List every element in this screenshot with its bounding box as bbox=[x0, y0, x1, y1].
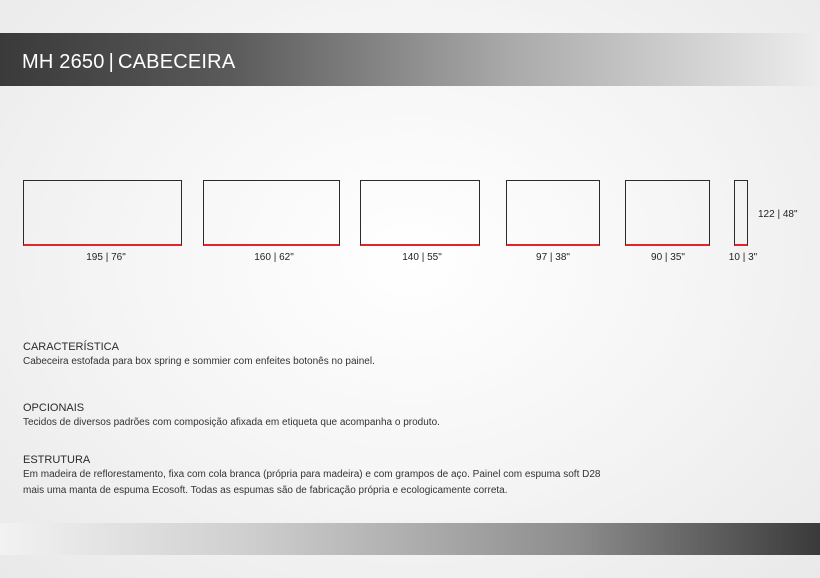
section-text: Tecidos de diversos padrões com composição afixada em etiqueta que acompanha o produto. bbox=[23, 417, 440, 428]
height-label: 122 | 48" bbox=[758, 209, 798, 220]
dimension-label: 195 | 76" bbox=[86, 252, 126, 263]
panel-140 bbox=[360, 180, 480, 246]
dimension-label: 160 | 62" bbox=[254, 252, 294, 263]
section-text: mais uma manta de espuma Ecosoft. Todas as espumas são de fabricação própria e ecologicamente correta. bbox=[23, 485, 508, 496]
product-code: MH 2650 bbox=[22, 51, 105, 73]
page-title bbox=[22, 51, 235, 74]
panel-90 bbox=[625, 180, 710, 246]
section-title: OPCIONAIS bbox=[23, 402, 85, 414]
section-text: Cabeceira estofada para box spring e sommier com enfeites botonês no painel. bbox=[23, 356, 375, 367]
panel-10 bbox=[734, 180, 748, 246]
section-title: ESTRUTURA bbox=[23, 454, 91, 466]
panel-97 bbox=[506, 180, 600, 246]
section-opcionais bbox=[23, 402, 440, 431]
dimension-label: 90 | 35" bbox=[651, 252, 685, 263]
section-title: CARACTERÍSTICA bbox=[23, 341, 119, 353]
dimension-label: 10 | 3" bbox=[728, 252, 758, 263]
panel-195 bbox=[23, 180, 182, 246]
title-separator: | bbox=[108, 51, 114, 73]
dimension-label: 140 | 55" bbox=[402, 252, 442, 263]
section-caracteristica bbox=[23, 341, 375, 370]
panel-160 bbox=[203, 180, 340, 246]
section-text: Em madeira de reflorestamento, fixa com cola branca (própria para madeira) e com grampos de aço. Painel com espuma soft D28 bbox=[23, 469, 601, 480]
product-name: CABECEIRA bbox=[117, 51, 236, 73]
section-estrutura bbox=[23, 454, 601, 499]
dimension-label: 97 | 38" bbox=[536, 252, 570, 263]
footer-bar bbox=[0, 523, 820, 555]
